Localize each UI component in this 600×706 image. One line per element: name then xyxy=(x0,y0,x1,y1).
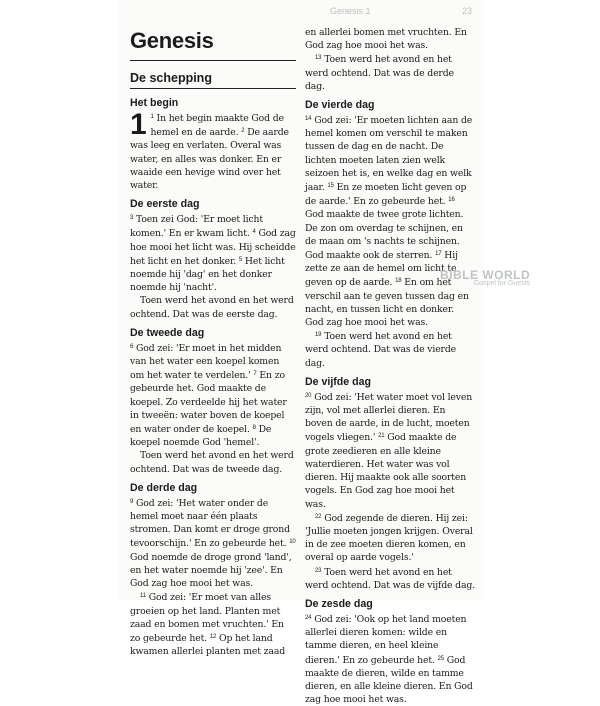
subheading-het-begin: Het begin xyxy=(130,97,179,109)
verse-paragraph: 1 $^1$ In het begin maakte God de hemel en de aarde. $^2$ De aarde was leeg en verlaten. Overal was water, en alles was donker. En er waaide een hevige wind over het water. xyxy=(130,108,289,192)
subheading-vierde-dag: De vierde dag xyxy=(305,99,375,112)
subheading-zesde-dag: De zesde dag xyxy=(305,597,373,610)
running-head: Genesis 1 xyxy=(330,6,371,16)
subheading-derde-dag: De derde dag xyxy=(130,481,198,494)
book-title: Genesis xyxy=(130,28,214,53)
watermark-logo: BIBLE WORLD Gospel for Guests xyxy=(440,268,531,287)
verse-paragraph: $^{19}$ Toen werd het avond en het werd ochtend. Dat was de vierde dag. xyxy=(305,331,456,369)
verse-paragraph: Toen werd het avond en het werd ochtend. Dat was de tweede dag. xyxy=(130,450,294,475)
chapter-number: 1 xyxy=(130,108,147,141)
verse-paragraph: $^{13}$ Toen werd het avond en het werd ochtend. Dat was de derde dag. xyxy=(305,54,454,92)
verse-paragraph: $^{22}$ God zegende de dieren. Hij zei: 'Jullie moeten jongen krijgen. Overal in de zee moeten dieren komen, en overal op aarde vogels.' xyxy=(305,512,473,564)
verse-paragraph: $^{14}$ God zei: 'Er moeten lichten aan de hemel komen om verschil te maken tussen de dag en de nacht. De lichten moeten laten zien welk seizoen het is, en welke dag en welk jaar. $^{15}$ En ze moeten licht geven op de aarde.' En zo gebeurde het. $^{16}$ God maakte de twee grote lichten. De zon om overdag te schijnen, en de maan om 's nachts te schijnen. God maakte ook de sterren. $^{17}$ Hij zette ze aan de hemel om licht te geven op de aarde. $^{18}$ En om het verschil aan te geven tussen dag en nacht, en tussen licht en donker. God zag hoe mooi het was. xyxy=(305,115,473,329)
subheading-eerste-dag: De eerste dag xyxy=(130,198,200,211)
verse-paragraph: en allerlei bomen met vruchten. En God zag hoe mooi het was. xyxy=(305,27,467,52)
section-title: De schepping xyxy=(130,71,212,85)
verse-paragraph: $^{24}$ God zei: 'Ook op het land moeten allerlei dieren komen: wilde en tamme dieren, en heel kleine dieren.' En zo gebeurde het. $^{25}$ God maakte de dieren, wilde en tamme dieren, en alle kleine dieren. En God zag hoe mooi het was. xyxy=(305,613,473,706)
verse-paragraph: $^{11}$ God zei: 'Er moet van alles groeien op het land. Planten met zaad en bomen met vruchten.' En zo gebeurde het. $^{12}$ Op het land kwamen allerlei planten met zaad xyxy=(130,592,286,658)
page-number: 23 xyxy=(462,6,473,16)
verse-paragraph: $^{20}$ God zei: 'Het water moet vol leven zijn, vol met allerlei dieren. En boven de aarde, in de lucht, moeten vogels vliegen.' $^{21}$ God maakte de grote zeedieren en alle kleine waterdieren. Het water was vol dieren. Hij maakte ook alle soorten vogels. En God zag hoe mooi het was. xyxy=(305,391,473,510)
verse-paragraph: $^9$ God zei: 'Het water onder de hemel moet naar één plaats stromen. Dan komt er droge grond tevoorschijn.' En zo gebeurde het. $^{10}$ God noemde de droge grond 'land', en het water noemde hij 'zee'. En God zag hoe mooi het was. xyxy=(130,497,296,590)
subheading-vijfde-dag: De vijfde dag xyxy=(305,375,371,388)
right-column xyxy=(305,26,475,706)
verse-paragraph: $^{23}$ Toen werd het avond en het werd ochtend. Dat was de vijfde dag. xyxy=(305,566,475,591)
section-divider xyxy=(130,88,296,89)
verse-paragraph: Toen werd het avond en het werd ochtend. Dat was de eerste dag. xyxy=(130,295,294,320)
verse-paragraph: $^6$ God zei: 'Er moet in het midden van het water een koepel komen om het water te verdelen.' $^7$ En zo gebeurde het. God maakte de koepel. Zo verdeelde hij het water in tweeën: water boven de koepel en water onder de koepel. $^8$ De koepel noemde God 'hemel'. xyxy=(130,342,287,449)
title-divider xyxy=(130,60,296,61)
left-column xyxy=(130,28,296,658)
subheading-tweede-dag: De tweede dag xyxy=(130,326,205,339)
verse-paragraph: $^3$ Toen zei God: 'Er moet licht komen.' En er kwam licht. $^4$ God zag hoe mooi het licht was. Hij scheidde het licht en het donker. $^5$ Het licht noemde hij 'dag' en het donker noemde hij 'nacht'. xyxy=(130,214,296,294)
